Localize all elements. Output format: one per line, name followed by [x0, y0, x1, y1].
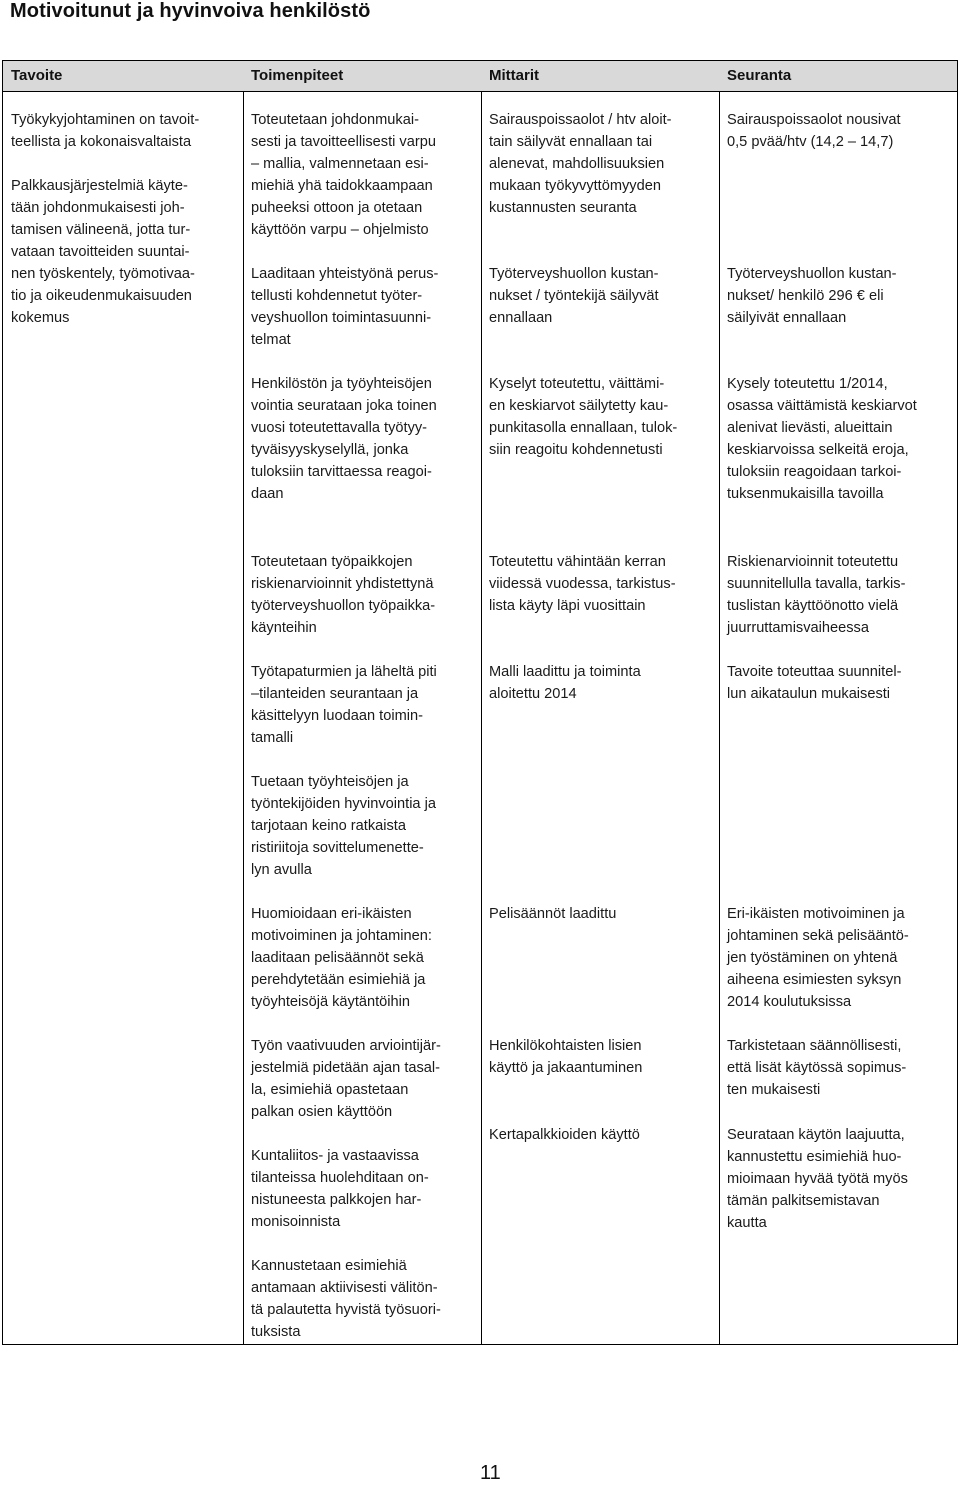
toimenpide-cell: Tuetaan työyhteisöjen ja työntekijöiden hyvinvointia ja tarjotaan keino ratkaista ristiriitoja sovittelumenette- lyn avulla — [251, 774, 436, 878]
mittari-cell: Sairauspoissaolot / htv aloit- tain säilyvät ennallaan tai alenevat, mahdollisuuksien mukaan työkyvyttömyyden kustannusten seuranta — [489, 112, 672, 216]
seuranta-cell: Tarkistetaan säännöllisesti, että lisät käytössä sopimus- ten mukaisesti — [727, 1038, 907, 1098]
toimenpide-cell: Toteutetaan johdonmukai- sesti ja tavoitteellisesti varpu – mallia, valmennetaan esi- miehiä yhä taidokkaampaan puheeksi ottoon ja otetaan käyttöön varpu – ohjelmisto — [251, 112, 436, 238]
mittari-cell: Kertapalkkioiden käyttö — [489, 1127, 640, 1143]
mittari-cell: Työterveyshuollon kustan- nukset / työntekijä säilyvät ennallaan — [489, 266, 659, 326]
seuranta-cell: Eri-ikäisten motivoiminen ja johtaminen sekä pelisääntö- jen työstäminen on yhtenä aiheena esimiesten syksyn 2014 koulutuksissa — [727, 906, 909, 1010]
toimenpide-cell: Huomioidaan eri-ikäisten motivoiminen ja johtaminen: laaditaan pelisäännöt sekä perehdytetään esimiehiä ja työyhteisöjä käytäntöihin — [251, 906, 432, 1010]
toimenpide-cell: Kuntaliitos- ja vastaavissa tilanteissa huolehditaan on- nistuneesta palkkojen har- monisoinnista — [251, 1148, 429, 1230]
seuranta-cell: Tavoite toteuttaa suunnitel- lun aikataulun mukaisesti — [727, 664, 902, 702]
mittari-cell: Henkilökohtaisten lisien käyttö ja jakaantuminen — [489, 1038, 643, 1076]
table-header-row — [3, 61, 957, 92]
header-seuranta: Seuranta — [727, 67, 792, 84]
mittari-cell: Pelisäännöt laadittu — [489, 906, 617, 922]
tavoite-cell: Työkykyjohtaminen on tavoit- teellista ja kokonaisvaltaista — [11, 112, 200, 150]
toimenpide-cell: Työtapaturmien ja läheltä piti –tilanteiden seurantaan ja käsittelyyn luodaan toimin- tamalli — [251, 664, 437, 746]
seuranta-cell: Seurataan käytön laajuutta, kannustettu esimiehiä huo- mioimaan hyvää työtä myös tämän palkitsemistavan kautta — [727, 1127, 908, 1231]
header-mittarit: Mittarit — [489, 67, 539, 84]
toimenpide-cell: Työn vaativuuden arviointijär- jestelmiä pidetään ajan tasal- la, esimiehiä opastetaan palkan osien käyttöön — [251, 1038, 441, 1120]
toimenpide-cell: Henkilöstön ja työyhteisöjen vointia seurataan joka toinen vuosi toteutettavalla työtyy- tyväisyyskyselyllä, jonka tuloksiin tarvittaessa reagoi- daan — [251, 376, 437, 502]
column-divider — [243, 91, 244, 1344]
seuranta-cell: Työterveyshuollon kustan- nukset/ henkilö 296 € eli säilyivät ennallaan — [727, 266, 897, 326]
goals-table — [2, 60, 958, 1345]
seuranta-cell: Sairauspoissaolot nousivat 0,5 pvää/htv (14,2 – 14,7) — [727, 112, 901, 150]
tavoite-cell: Palkkausjärjestelmiä käyte- tään johdonmukaisesti joh- tamisen välineenä, jotta tur- vataan tavoitteiden suuntai- nen työskentely, työmotivaa- tio ja oikeudenmukaisuuden kokemus — [11, 178, 195, 326]
seuranta-cell: Kysely toteutettu 1/2014, osassa väittämistä keskiarvot alenivat lievästi, alueittain keskiarvoissa selkeitä eroja, tuloksiin reagoidaan tarkoi- tuksenmukaisilla tavoilla — [727, 376, 917, 502]
column-divider — [481, 91, 482, 1344]
mittari-cell: Toteutettu vähintään kerran viidessä vuodessa, tarkistus- lista käyty läpi vuosittain — [489, 554, 676, 614]
toimenpide-cell: Kannustetaan esimiehiä antamaan aktiivisesti välitön- tä palautetta hyvistä työsuori- tuksista — [251, 1258, 441, 1340]
seuranta-cell: Riskienarvioinnit toteutettu suunnitellulla tavalla, tarkis- tuslistan käyttöönotto vielä juurruttamisvaiheessa — [727, 554, 906, 636]
mittari-cell: Malli laadittu ja toiminta aloitettu 2014 — [489, 664, 641, 702]
toimenpide-cell: Laaditaan yhteistyönä perus- tellusti kohdennetut työter- veyshuollon toimintasuunni- telmat — [251, 266, 439, 348]
page-title: Motivoitunut ja hyvinvoiva henkilöstö — [10, 0, 371, 22]
toimenpide-cell: Toteutetaan työpaikkojen riskienarvioinnit yhdistettynä työterveyshuollon työpaikka- käynteihin — [251, 554, 436, 636]
column-divider — [719, 91, 720, 1344]
mittari-cell: Kyselyt toteutettu, väittämi- en keskiarvot säilytetty kau- punkitasolla ennallaan, tulok- siin reagoitu kohdennetusti — [489, 376, 678, 458]
header-toimenpiteet: Toimenpiteet — [251, 67, 344, 84]
page-number: 11 — [480, 1462, 501, 1484]
header-tavoite: Tavoite — [11, 67, 63, 84]
